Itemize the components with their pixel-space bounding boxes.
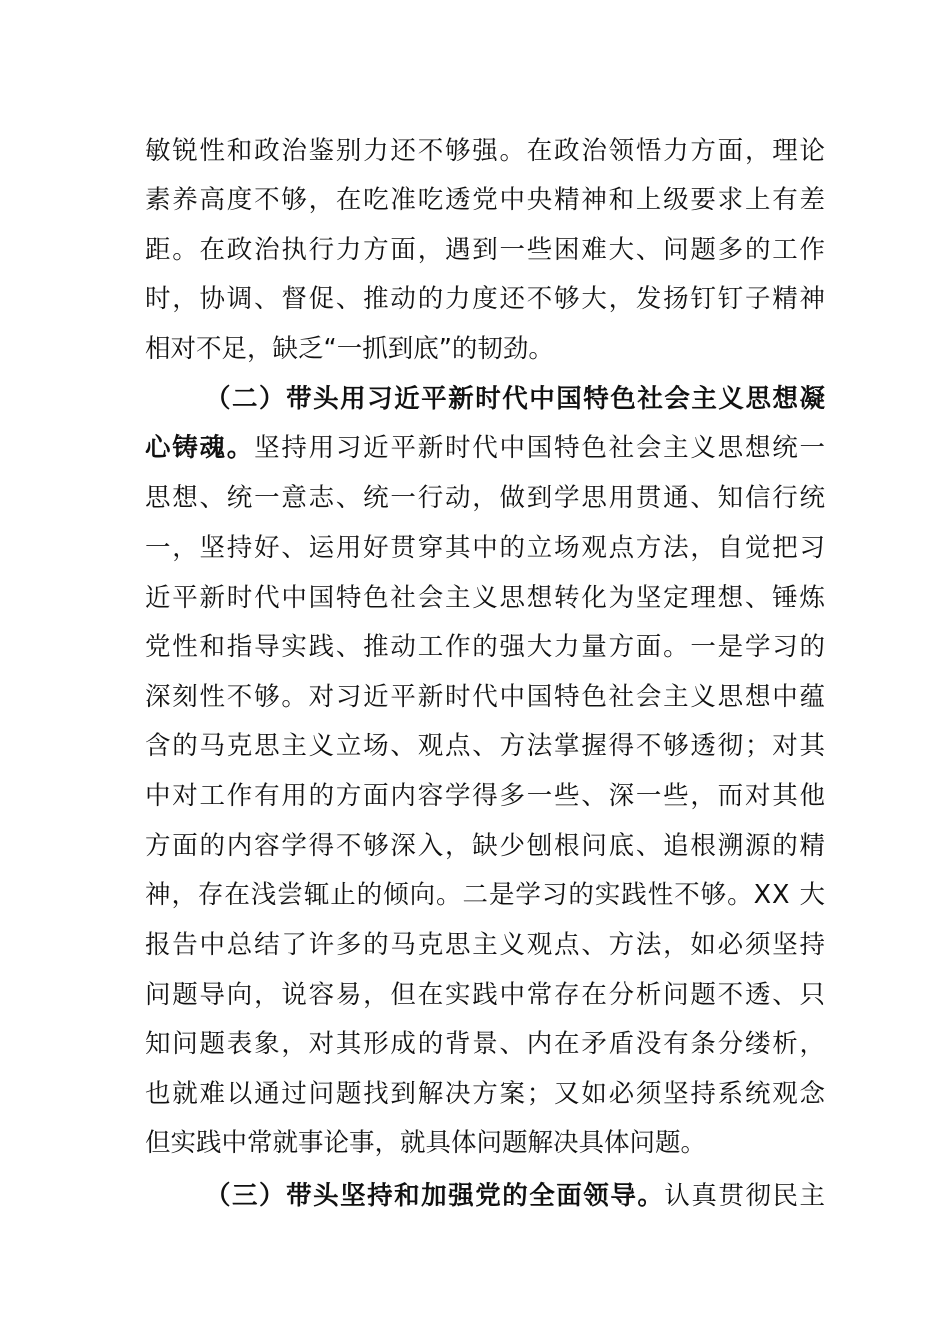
- line-text: 相对不足，缺乏“一抓到底”的韧劲。: [145, 334, 554, 364]
- paragraph-line: [145, 274, 825, 324]
- paragraph-line: [145, 423, 825, 473]
- paragraph-line: [145, 126, 825, 176]
- line-text: 认真贯彻民主: [664, 1181, 827, 1211]
- line-text: 中对工作有用的方面内容学得多一些、深一些，而对其他: [145, 781, 827, 811]
- section-heading-2: [205, 374, 825, 424]
- line-text: 距。在政治执行力方面，遇到一些困难大、问题多的工作: [145, 235, 827, 265]
- paragraph-line: [145, 870, 825, 920]
- line-text: 也就难以通过问题找到解决方案；又如必须坚持系统观念: [145, 1079, 827, 1109]
- line-text: 思想、统一意志、统一行动，做到学思用贯通、知信行统: [145, 483, 827, 513]
- paragraph-line: [145, 672, 825, 722]
- heading-text: 心铸魂。: [145, 433, 255, 463]
- paragraph-line: [145, 920, 825, 970]
- paragraph-line: [145, 1118, 825, 1168]
- line-text: 但实践中常就事论事，就具体问题解决具体问题。: [145, 1128, 707, 1158]
- section-heading-3: [205, 1171, 825, 1221]
- heading-text: （三）带头坚持和加强党的全面领导。: [205, 1181, 665, 1211]
- paragraph-line: [145, 324, 825, 374]
- line-text: 方面的内容学得不够深入，缺少刨根问底、追根溯源的精: [145, 831, 827, 861]
- paragraph-line: [145, 721, 825, 771]
- paragraph-line: [145, 175, 825, 225]
- line-text: 报告中总结了许多的马克思主义观点、方法，如必须坚持: [145, 930, 827, 960]
- paragraph-line: [145, 225, 825, 275]
- line-text: 坚持用习近平新时代中国特色社会主义思想统一: [254, 433, 827, 463]
- line-text: 神，存在浅尝辄止的倾向。二是学习的实践性不够。XX 大: [145, 880, 826, 910]
- line-text: 素养高度不够，在吃准吃透党中央精神和上级要求上有差: [145, 185, 827, 215]
- line-text: 近平新时代中国特色社会主义思想转化为坚定理想、锤炼: [145, 583, 827, 613]
- paragraph-line: [145, 1069, 825, 1119]
- paragraph-line: [145, 1019, 825, 1069]
- paragraph-line: [145, 523, 825, 573]
- paragraph-line: [145, 473, 825, 523]
- paragraph-line: [145, 622, 825, 672]
- line-text: 知问题表象，对其形成的背景、内在矛盾没有条分缕析，: [145, 1029, 827, 1059]
- line-text: 问题导向，说容易，但在实践中常存在分析问题不透、只: [145, 980, 827, 1010]
- paragraph-line: [145, 970, 825, 1020]
- paragraph-line: [145, 821, 825, 871]
- paragraph-line: [145, 771, 825, 821]
- paragraph-line: [145, 573, 825, 623]
- line-text: 敏锐性和政治鉴别力还不够强。在政治领悟力方面，理论: [145, 136, 827, 166]
- line-text: 时，协调、督促、推动的力度还不够大，发扬钉钉子精神: [145, 284, 827, 314]
- line-text: 深刻性不够。对习近平新时代中国特色社会主义思想中蕴: [145, 682, 827, 712]
- heading-text: （二）带头用习近平新时代中国特色社会主义思想凝: [205, 384, 827, 414]
- line-text: 含的马克思主义立场、观点、方法掌握得不够透彻；对其: [145, 731, 827, 761]
- line-text: 党性和指导实践、推动工作的强大力量方面。一是学习的: [145, 632, 827, 662]
- line-text: 一，坚持好、运用好贯穿其中的立场观点方法，自觉把习: [145, 533, 827, 563]
